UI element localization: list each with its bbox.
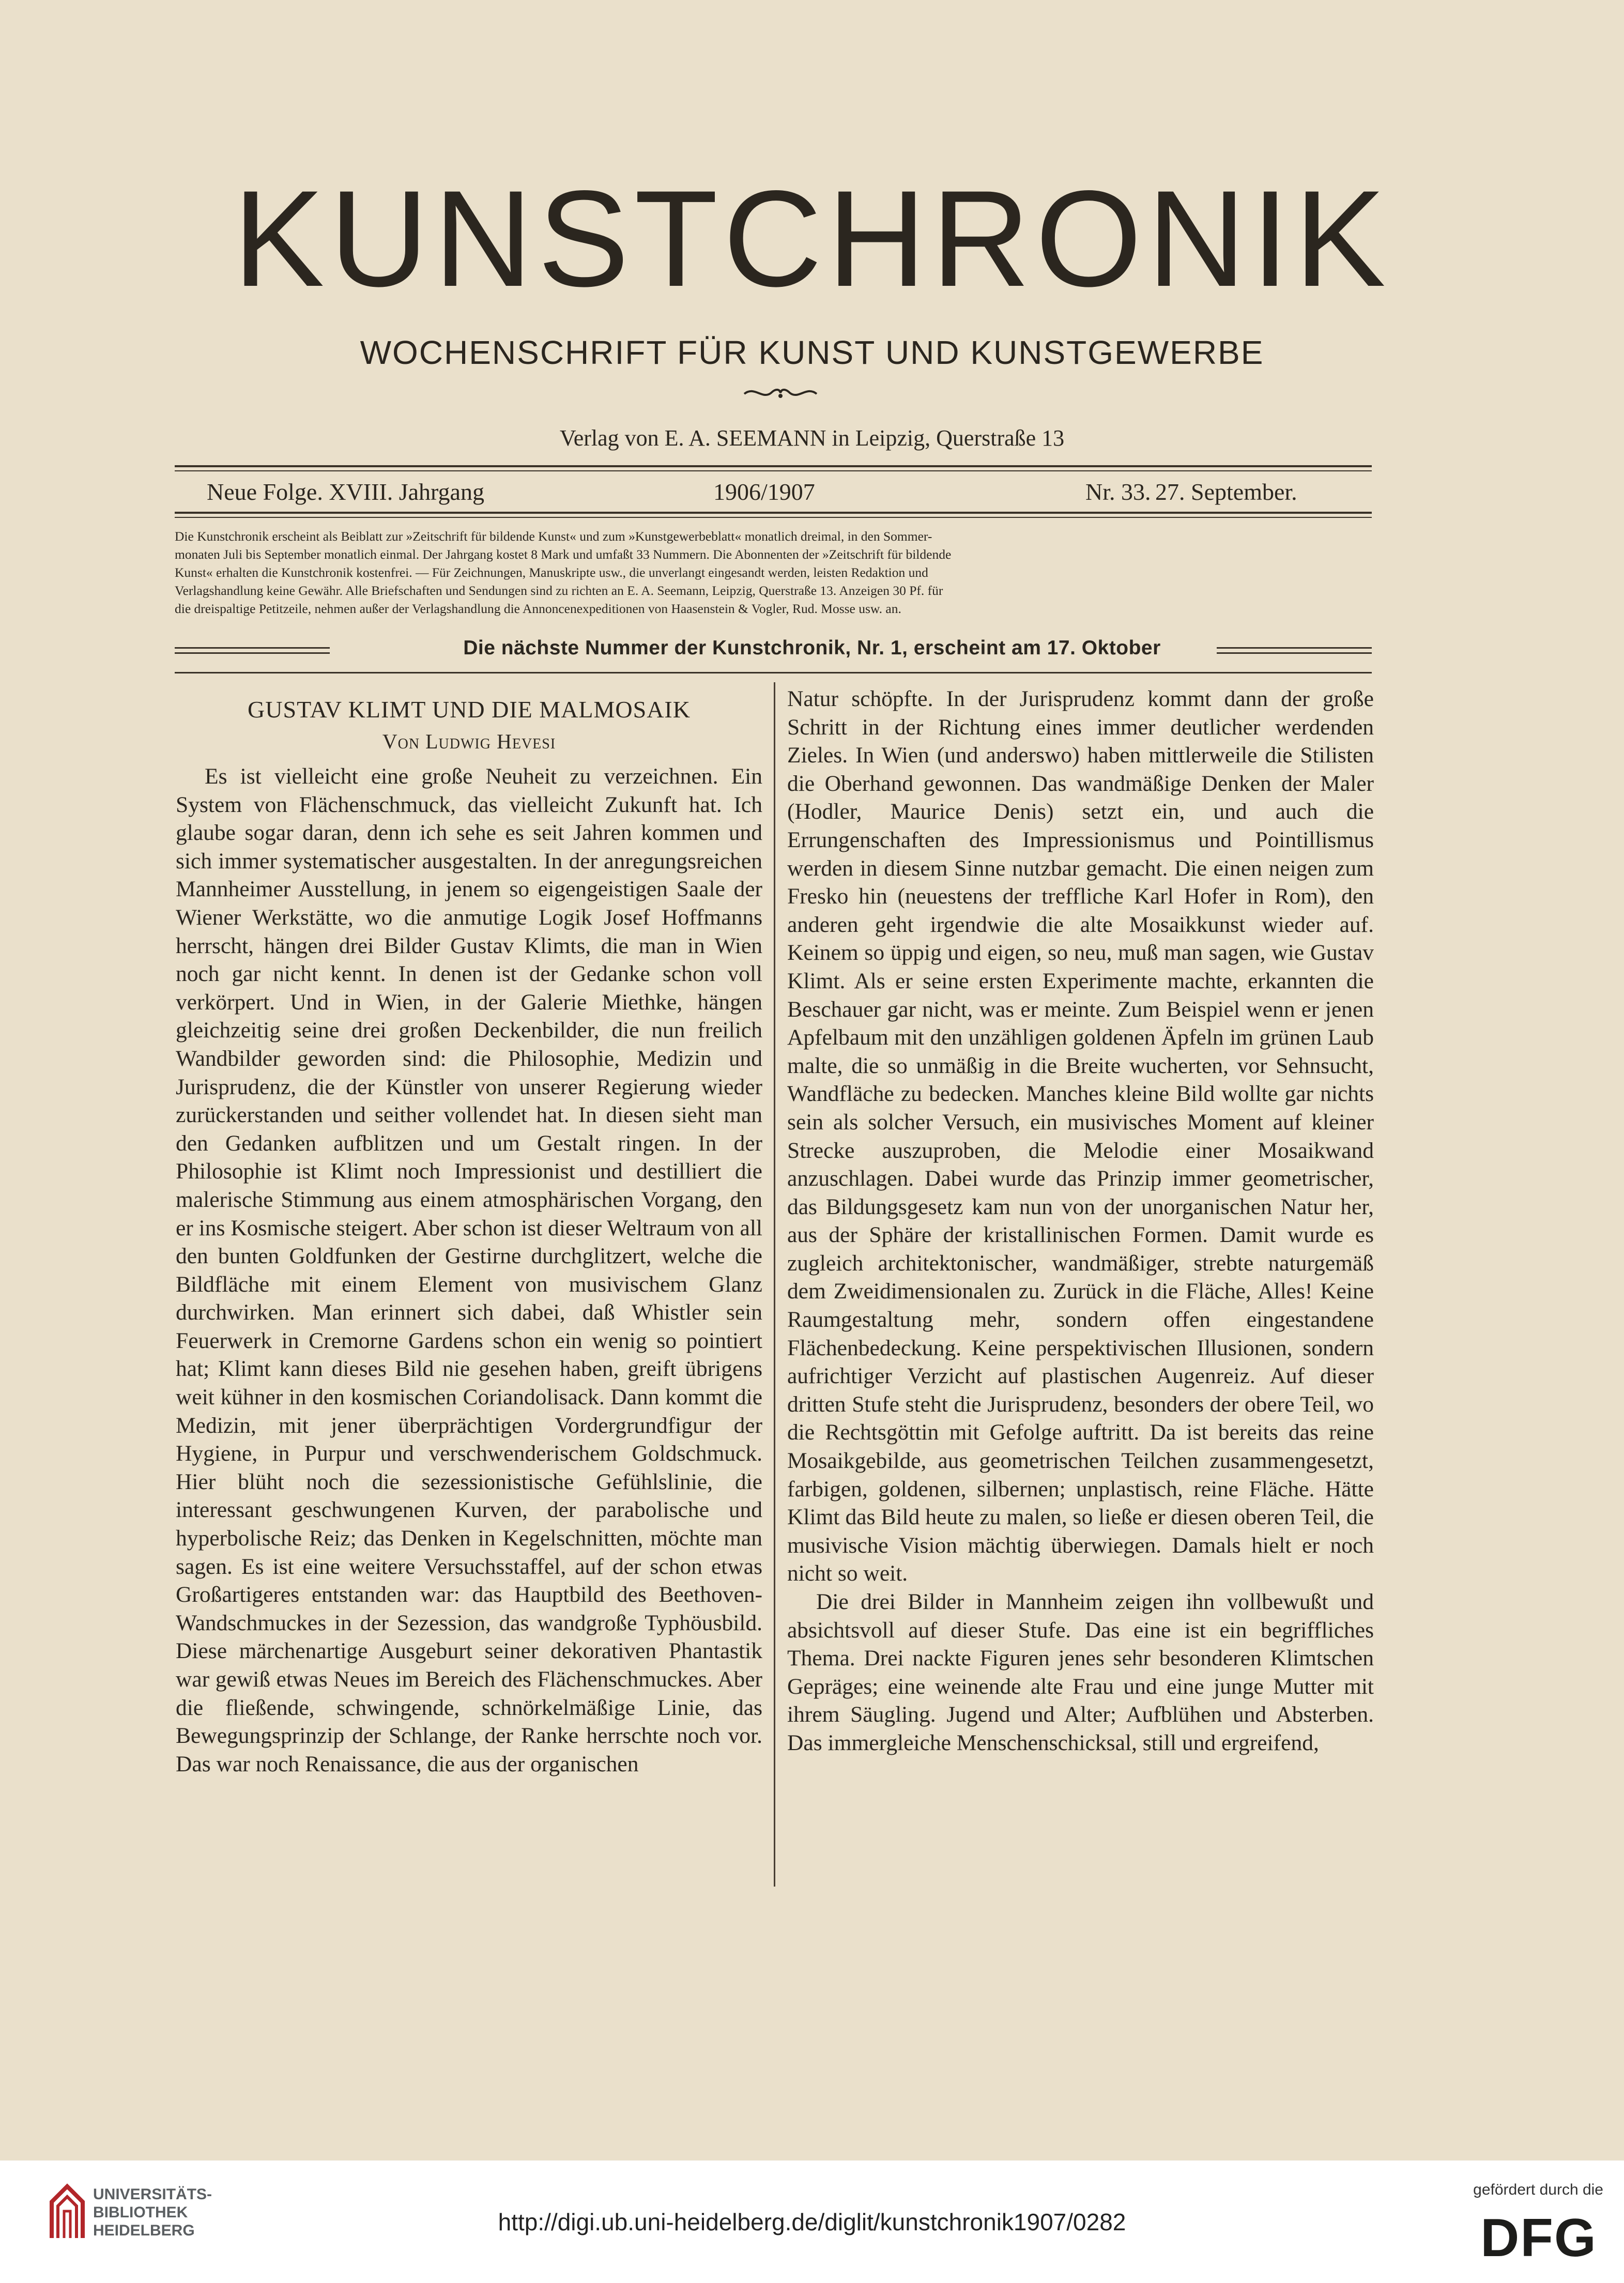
digitization-footer [0,2161,1624,2283]
dfg-logo-icon [1469,2212,1608,2261]
issue-years: 1906/1907 [713,479,815,505]
library-name-line: BIBLIOTHEK [93,2204,188,2221]
article-column-left [176,685,762,1778]
notice-line: Verlagshandlung keine Gewähr. Alle Briefschaften und Sendungen sind zu richten an E. A. Seemann, Leipzig, Querstraße 13. Anzeigen 30 Pf. für [175,583,943,598]
masthead-title: KUNSTCHRONIK [233,162,1391,315]
announce-rule-right-1 [1217,647,1372,649]
source-url-link[interactable]: http://digi.ub.uni-heidelberg.de/diglit/kunstchronik1907/0282 [498,2209,1126,2235]
notice-line: die dreispaltige Petitzeile, nehmen außer der Verlagshandlung die Annoncenexpeditionen von Haasenstein & Vogler, Rud. Mosse usw. an. [175,601,901,616]
ornament-flourish-icon [739,382,822,403]
article-paragraph: Natur schöpfte. In der Jurisprudenz kommt dann der große Schritt in der Richtung eines immer deutlicher werdenden Zieles. In Wien (und anderswo) haben mittlerweile die Stilisten die Oberhand gewonnen. Das wandmäßige Denken der Maler (Hodler, Maurice Denis) setzt ein, und auch die Errungenschaften des Impressionismus und Pointillismus werden in diesem Sinne nutzbar gemacht. Die einen neigen zum Fresko hin (neuestens der treffliche Karl Hofer in Rom), den anderen geht irgendwie die alte Mosaikkunst wieder auf. Keinem so üppig und eigen, so neu, muß man sagen, wie Gustav Klimt. Als er seine ersten Experimente machte, erkannten die Beschauer gar nicht, was er meinte. Zum Beispiel wenn er jenen Apfelbaum mit den unzähligen goldenen Äpfeln im grünen Laub malte, die so unmäßig in die Breite wucherten, vor Sehnsucht, Wandfläche zu bedecken. Manches kleine Bild wollte gar nichts sein als solcher Versuch, ein musivisches Moment auf kleiner Strecke auszuproben, die Melodie einer Mosaikwand anzuschlagen. Dabei wurde das Prinzip immer geometrischer, das Bildungsgesetz kam nun von der unorganischen Natur her, aus der Sphäre der kristallinischen Formen. Damit wurde es zugleich architektonischer, wandmäßiger, strebte naturgemäß dem Zweidimensionalen zu. Zurück in die Fläche, Alles! Keine Raumgestaltung mehr, sondern offen eingestandene Flächenbedeckung. Keine perspektivischen Illusionen, sondern aufrichtiger Verzicht auf plastischen Augenreiz. Auf dieser dritten Stufe steht die Jurisprudenz, besonders der obere Teil, wo die Rechtsgöttin mit Gefolge auftritt. Da ist bereits das reine Mosaikgebilde, aus geometrischen Teilchen zusammengesetzt, farbigen, goldenen, silbernen; unplastisch, reine Fläche. Hätte Klimt das Bild heute zu malen, so ließe er diesen oberen Teil, die musivische Vision mächtig überwiegen. Damals hielt er noch nicht so weit. [787,686,1374,1586]
issue-date: 27. September. [1155,479,1297,505]
article-byline: Von Ludwig Hevesi [382,730,556,753]
library-name-line: UNIVERSITÄTS- [93,2186,212,2203]
funding-label: gefördert durch die [1473,2181,1603,2198]
article-title: GUSTAV KLIMT UND DIE MALMOSAIK [248,696,691,723]
announce-rule-right-2 [1217,652,1372,654]
subscription-notice [175,527,1372,618]
dfg-logo-text: DFG [1480,2212,1597,2261]
top-rule-inner [175,470,1372,471]
article-paragraph: Die drei Bilder in Mannheim zeigen ihn vollbewußt und absichtsvoll auf dieser Stufe. Das eine ist ein begriffliches Thema. Drei nackte Figuren jenes sehr besonderen Klimtschen Gepräges; eine weinende alte Frau und eine junge Mutter mit ihrem Säugling. Jugend und Alter; Aufblühen und Absterben. Das immergleiche Menschenschicksal, still und ergreifend, [787,1589,1374,1755]
article-column-right [787,685,1374,1757]
column-divider [774,682,775,1887]
library-name-line: HEIDELBERG [93,2222,195,2239]
next-issue-announcement: Die nächste Nummer der Kunstchronik, Nr. 1, erscheint am 17. Oktober [463,637,1161,659]
top-rule-outer [175,465,1372,467]
notice-line: Kunst« erhalten die Kunstchronik kostenfrei. — Für Zeichnungen, Manuskripte usw., die unverlangt eingesandt werden, leisten Redaktion und [175,565,928,580]
masthead-subtitle: WOCHENSCHRIFT FÜR KUNST UND KUNSTGEWERBE [360,334,1264,371]
issue-number: Nr. 33. [1085,479,1151,505]
notice-line: Die Kunstchronik erscheint als Beiblatt zur »Zeitschrift für bildende Kunst« und zum »Kunstgewerbeblatt« monatlich dreimal, in den Sommer- [175,529,932,544]
issue-rule-thick [175,512,1372,514]
publisher-line: Verlag von E. A. SEEMANN in Leipzig, Querstraße 13 [559,425,1065,451]
issue-line [207,478,1376,509]
columns-top-rule [175,672,1372,673]
article-paragraph: Es ist vielleicht eine große Neuheit zu verzeichnen. Ein System von Flächenschmuck, das vielleicht Zukunft hat. Ich glaube sogar daran, denn ich sehe es seit Jahren kommen und sich immer systematischer ausgestalten. In der anregungsreichen Mannheimer Ausstellung, in jenem so eigengeistigen Saale der Wiener Werkstätte, wo die anmutige Logik Josef Hoffmanns herrscht, hängen drei Bilder Gustav Klimts, die man in Wien noch gar nicht kennt. In denen ist der Gedanke schon voll verkörpert. Und in Wien, in der Galerie Miethke, hängen gleichzeitig seine drei großen Deckenbilder, die nun freilich Wandbilder geworden sind: die Philosophie, Medizin und Jurisprudenz, die der Künstler von unserer Regierung wieder zurückerstanden und seither vollendet hat. In diesen sieht man den Gedanken aufblitzen und um Gestalt ringen. In der Philosophie ist Klimt noch Impressionist und destilliert die malerische Stimmung aus einem atmosphärischen Vorgang, den er ins Kosmische steigert. Aber schon ist dieser Weltraum von all den bunten Goldfunken der Gestirne durchglitzert, welche die Bildfläche mit einem Element von musivischem Glanz durchwirken. Man erinnert sich dabei, daß Whistler sein Feuerwerk in Cremorne Gardens schon ein wenig so pointiert hat; Klimt kann dieses Bild nie gesehen haben, greift übrigens weit kühner in den kosmischen Coriandolisack. Dann kommt die Medizin, mit jener überprächtigen Vordergrundfigur der Hygiene, in Purpur und verschwenderischem Goldschmuck. Hier blüht noch die sezessionistische Gefühlslinie, die interessant geschwungenen Kurven, der parabolische und hyperbolische Reiz; das Denken in Kegelschnitten, möchte man sagen. Es ist eine weitere Versuchsstaffel, auf der schon etwas Großartigeres entstanden war: das Hauptbild des Beethoven-Wandschmuckes in der Sezession, das wandgroße Typhöusbild. Diese märchenartige Ausgeburt seiner dekorativen Phantastik war gewiß etwas Neues im Bereich des Flächenschmuckes. Aber die fließende, schwingende, schnörkelmäßige Linie, das Bewegungsprinzip der Schlange, der Ranke herrschte noch vor. Das war noch Renaissance, die aus der organischen [176,764,762,1776]
notice-line: monaten Juli bis September monatlich einmal. Der Jahrgang kostet 8 Mark und umfaßt 33 Nummern. Die Abonnenten der »Zeitschrift für bildende [175,547,952,562]
issue-rule-thin [175,517,1372,518]
issue-series: Neue Folge. XVIII. Jahrgang [207,479,484,505]
